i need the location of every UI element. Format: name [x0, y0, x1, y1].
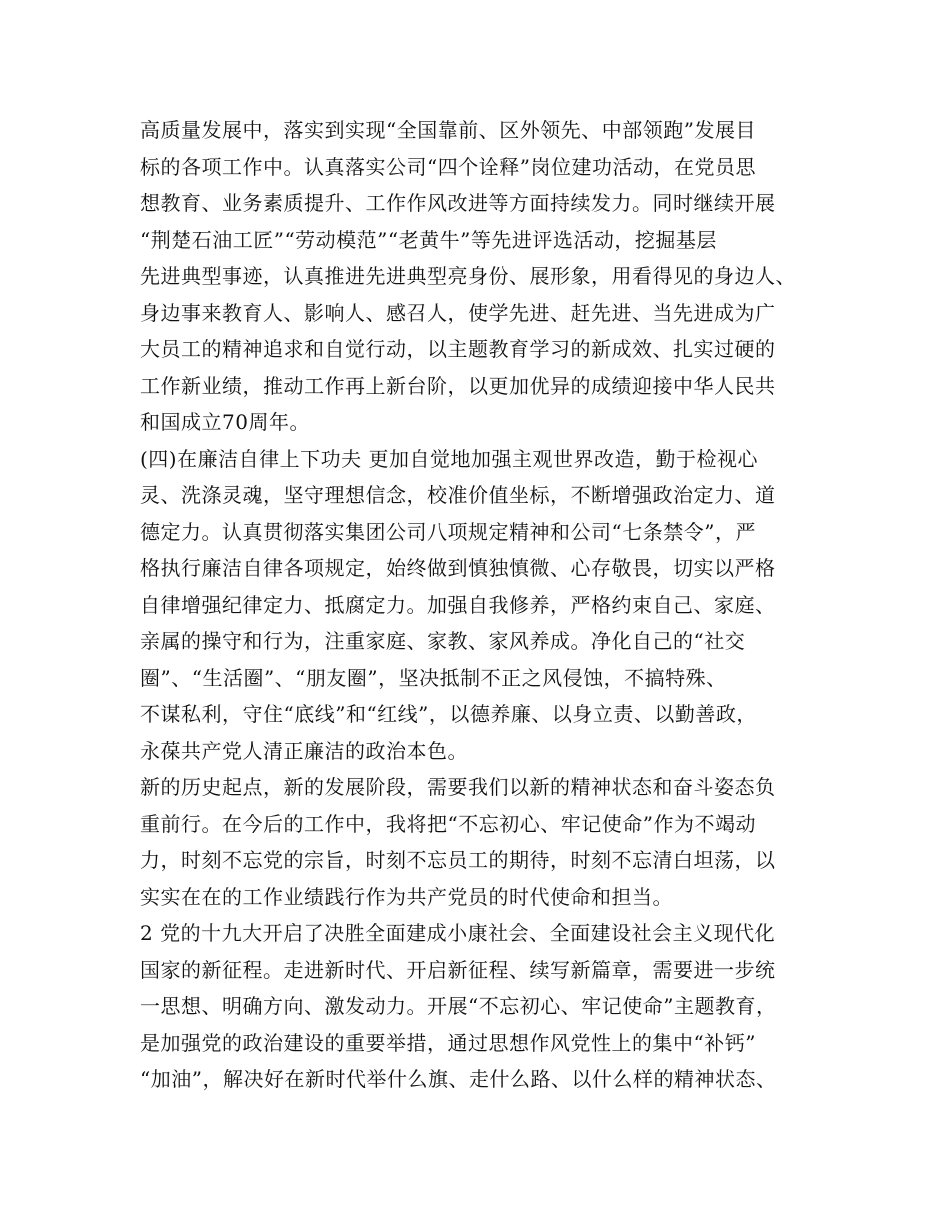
- text-line: 实实在在的工作业绩践行作为共产党员的时代使命和担当。: [140, 884, 673, 909]
- text-line: 国家的新征程。走进新时代、开启新征程、续写新篇章，需要进一步统: [140, 957, 776, 982]
- text-line: 圈”、“生活圈”、“朋友圈”，坚决抵制不正之风侵蚀，不搞特殊、: [140, 665, 727, 690]
- document-body-text: [140, 112, 840, 1098]
- text-line: 自律增强纪律定力、抵腐定力。加强自我修养，严格约束自己、家庭、: [140, 592, 776, 617]
- text-line: 亲属的操守和行为，注重家庭、家教、家风养成。净化自己的“社交: [140, 629, 746, 653]
- text-line: 格执行廉洁自律各项规定，始终做到慎独慎微、心存敬畏，切实以严格: [140, 556, 776, 580]
- text-line: 新的历史起点，新的发展阶段，需要我们以新的精神状态和奋斗姿态负: [140, 775, 776, 799]
- text-line: 灵、洗涤灵魂，坚守理想信念，校准价值坐标，不断增强政治定力、道: [140, 483, 776, 507]
- text-line: 德定力。认真贯彻落实集团公司八项规定精神和公司“七条禁令”，严: [140, 519, 756, 544]
- text-line: 标的各项工作中。认真落实公司“四个诠释”岗位建功活动，在党员思: [140, 154, 756, 179]
- text-line: 和国成立70周年。: [140, 410, 310, 434]
- text-line: “荆楚石油工匠”“劳动模范”“老黄牛”等先进评选活动，挖掘基层: [140, 227, 717, 252]
- text-line: 身边事来教育人、影响人、感召人，使学先进、赶先进、当先进成为广: [140, 300, 776, 325]
- text-line: 一思想、明确方向、激发动力。开展“不忘初心、牢记使命”主题教育，: [140, 994, 777, 1018]
- text-line: 永葆共产党人清正廉洁的政治本色。: [140, 738, 468, 763]
- text-line: 工作新业绩，推动工作再上新台阶，以更加优异的成绩迎接中华人民共: [140, 373, 776, 398]
- text-line: “加油”，解决好在新时代举什么旗、走什么路、以什么样的精神状态、: [140, 1067, 777, 1091]
- text-line: 重前行。在今后的工作中，我将把“不忘初心、牢记使命”作为不竭动: [140, 811, 756, 836]
- section-heading-line: 2 党的十九大开启了决胜全面建成小康社会、全面建设社会主义现代化: [140, 921, 776, 945]
- text-line: 高质量发展中，落实到实现“全国靠前、区外领先、中部领跑”发展目: [140, 118, 756, 142]
- text-line: 不谋私利，守住“底线”和“红线”，以德养廉、以身立责、以勤善政，: [140, 702, 757, 726]
- text-line: 是加强党的政治建设的重要举措，通过思想作风党性上的集中“补钙”: [140, 1030, 756, 1055]
- text-line: 大员工的精神追求和自觉行动，以主题教育学习的新成效、扎实过硬的: [140, 337, 776, 361]
- text-line: 想教育、业务素质提升、工作作风改进等方面持续发力。同时继续开展: [140, 191, 776, 215]
- text-line: 力，时刻不忘党的宗旨，时刻不忘员工的期待，时刻不忘清白坦荡，以: [140, 848, 776, 872]
- text-line: 先进典型事迹，认真推进先进典型亮身份、展形象，用看得见的身边人、: [140, 264, 796, 288]
- section-heading-line: (四)在廉洁自律上下功夫 更加自觉地加强主观世界改造，勤于检视心: [140, 446, 758, 471]
